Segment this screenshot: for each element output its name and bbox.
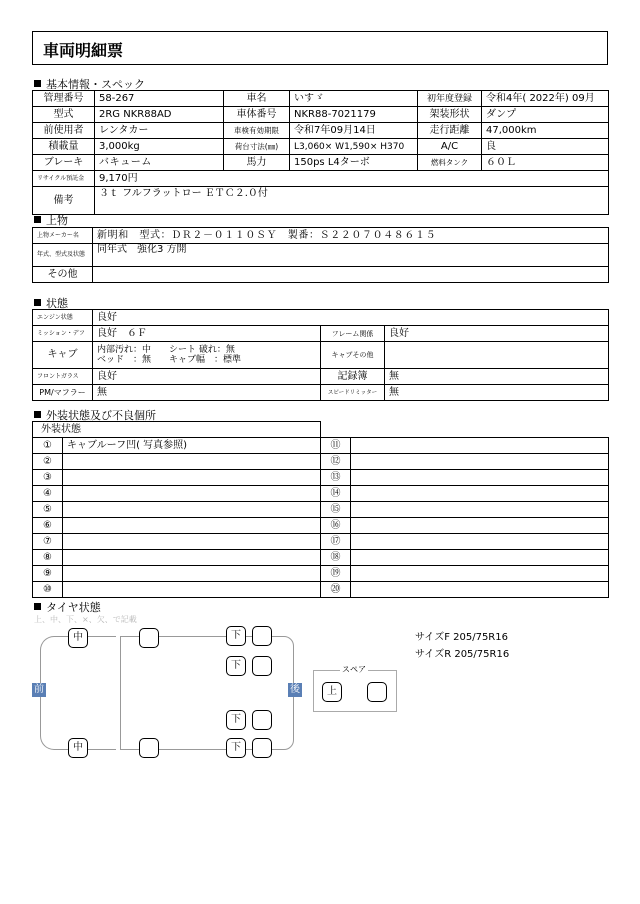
value-cell: いすゞ — [290, 91, 418, 107]
defect-number: ① — [33, 438, 63, 454]
defect-number: ⑩ — [33, 582, 63, 598]
blank-cell — [321, 422, 609, 438]
label-cell: キャブ — [33, 342, 93, 369]
tire-rear-outer-top — [139, 628, 159, 648]
defect-number: ② — [33, 454, 63, 470]
table-row — [33, 107, 609, 123]
exterior-rows — [33, 438, 609, 598]
cab-line-2: ベッド ：無 キャブ幅 ：標準 — [97, 355, 242, 365]
cab-outline — [40, 636, 116, 750]
value-cell: レンタカー — [95, 123, 224, 139]
table-row — [33, 244, 609, 267]
defect-number: ⑫ — [321, 454, 351, 470]
table-row — [33, 123, 609, 139]
tire-front-right: 中 — [68, 738, 88, 758]
label-cell: 積載量 — [33, 139, 95, 155]
spare-label: スペア — [342, 665, 366, 674]
value-cell: 同年式 強化3 方開 — [93, 244, 609, 267]
value-cell: 無 — [93, 385, 321, 401]
defect-text — [63, 550, 321, 566]
defect-text — [63, 502, 321, 518]
title-box — [32, 31, 608, 65]
table-row — [33, 534, 609, 550]
value-cell: バキューム — [95, 155, 224, 171]
label-cell: 初年度登録 — [418, 91, 482, 107]
label-cell: 上物メーカー名 — [33, 228, 93, 244]
square-bullet-icon — [34, 411, 41, 418]
defect-text — [63, 566, 321, 582]
label-cell: ミッション・デフ — [33, 326, 93, 342]
condition-table — [32, 309, 609, 401]
label-cell: 記録簿 — [321, 369, 385, 385]
value-cell: L3,060× W1,590× H370 — [290, 139, 418, 155]
page-title: 車両明細票 — [43, 41, 124, 60]
table-row — [33, 438, 609, 454]
defect-text — [351, 518, 609, 534]
value-cell: 良好 — [93, 310, 609, 326]
label-cell: 車名 — [224, 91, 290, 107]
tire-rear-right-2b — [252, 710, 272, 730]
label-cell: ブレーキ — [33, 155, 95, 171]
defect-number: ④ — [33, 486, 63, 502]
value-cell: 令和4年( 2022年) 09月 — [482, 91, 609, 107]
table-row — [33, 518, 609, 534]
label-cell: リサイクル預託金 — [33, 171, 95, 187]
value-cell: 良好 — [93, 369, 321, 385]
defect-number: ③ — [33, 470, 63, 486]
tire-front-left: 中 — [68, 628, 88, 648]
table-row — [33, 470, 609, 486]
label-cell: キャブその他 — [321, 342, 385, 369]
section-exterior-heading: 外装状態及び不良個所 — [34, 407, 156, 423]
label-cell: その他 — [33, 267, 93, 283]
basic-info-table — [32, 90, 609, 215]
defect-number: ⑰ — [321, 534, 351, 550]
exterior-table — [32, 421, 609, 598]
table-row — [33, 139, 609, 155]
label-cell: 燃料タンク — [418, 155, 482, 171]
value-cell: ６０Ｌ — [482, 155, 609, 171]
square-bullet-icon — [34, 299, 41, 306]
value-cell: 9,170円 — [95, 171, 609, 187]
label-cell: 車体番号 — [224, 107, 290, 123]
tire-rear-left-2a: 下 — [226, 656, 246, 676]
defect-text — [351, 438, 609, 454]
defect-text — [351, 470, 609, 486]
value-cell: NKR88-7021179 — [290, 107, 418, 123]
defect-text — [63, 454, 321, 470]
defect-text — [351, 550, 609, 566]
defect-text — [351, 454, 609, 470]
defect-number: ⑲ — [321, 566, 351, 582]
value-cell: 良好 ６Ｆ — [93, 326, 321, 342]
square-bullet-icon — [34, 216, 41, 223]
value-cell — [93, 342, 321, 369]
exterior-header: 外装状態 — [41, 423, 81, 435]
table-row — [33, 342, 609, 369]
table-row — [33, 171, 609, 187]
value-cell: 良 — [482, 139, 609, 155]
tire-rear-right-1a: 下 — [226, 738, 246, 758]
value-cell: 58-267 — [95, 91, 224, 107]
tire-spare-a: 上 — [322, 682, 342, 702]
section-body-heading: 上物 — [34, 212, 68, 228]
value-cell: 良好 — [385, 326, 609, 342]
square-bullet-icon — [34, 603, 41, 610]
label-cell: 管理番号 — [33, 91, 95, 107]
table-row — [33, 187, 609, 215]
value-cell: 3,000kg — [95, 139, 224, 155]
table-row — [33, 550, 609, 566]
value-cell: ３ｔ フルフラットロー ＥＴＣ２.０付 — [95, 187, 609, 215]
tire-hint: 上、中、下、×、欠、で記載 — [34, 615, 137, 624]
defect-number: ⑥ — [33, 518, 63, 534]
table-row — [33, 91, 609, 107]
value-cell: 令和7年09月14日 — [290, 123, 418, 139]
tire-spare-b — [367, 682, 387, 702]
table-row — [33, 566, 609, 582]
label-cell: 型式 — [33, 107, 95, 123]
defect-number: ⑦ — [33, 534, 63, 550]
body-info-table — [32, 227, 609, 283]
tire-rear-left-2b — [252, 656, 272, 676]
defect-number: ⑱ — [321, 550, 351, 566]
value-cell: 2RG NKR88AD — [95, 107, 224, 123]
table-row — [33, 454, 609, 470]
defect-text — [351, 502, 609, 518]
label-cell: A/C — [418, 139, 482, 155]
label-cell: 年式、型式及状態 — [33, 244, 93, 267]
rear-marker: 後 — [290, 684, 300, 695]
defect-text — [63, 486, 321, 502]
value-cell: 150ps L4ターボ — [290, 155, 418, 171]
tire-size-rear: サイズR 205/75R16 — [415, 649, 510, 660]
label-cell: 車検有効期限 — [224, 123, 290, 139]
tire-size-front: サイズF 205/75R16 — [415, 632, 508, 643]
value-cell: 47,000km — [482, 123, 609, 139]
defect-text — [63, 582, 321, 598]
defect-number: ⑯ — [321, 518, 351, 534]
table-row — [33, 326, 609, 342]
table-row — [33, 422, 609, 438]
exterior-header-cell — [33, 422, 321, 438]
tire-rear-right-2a: 下 — [226, 710, 246, 730]
table-row — [33, 369, 609, 385]
label-cell: 架装形状 — [418, 107, 482, 123]
front-marker: 前 — [34, 684, 44, 695]
label-cell: フレーム関係 — [321, 326, 385, 342]
defect-number: ⑤ — [33, 502, 63, 518]
table-row — [33, 385, 609, 401]
table-row — [33, 228, 609, 244]
defect-number: ⑮ — [321, 502, 351, 518]
label-cell: 荷台寸法(㎜) — [224, 139, 290, 155]
value-cell: 新明和 型式：ＤＲ２－０１１０ＳＹ 製番：Ｓ２２０７０４８６１５ — [93, 228, 609, 244]
defect-text — [63, 470, 321, 486]
defect-text: キャブルーフ凹( 写真参照) — [63, 438, 321, 454]
defect-number: ⑭ — [321, 486, 351, 502]
tire-rear-left-1b — [252, 626, 272, 646]
section-condition-heading: 状態 — [34, 295, 68, 311]
table-row — [33, 486, 609, 502]
defect-text — [63, 534, 321, 550]
table-row — [33, 502, 609, 518]
table-row — [33, 155, 609, 171]
label-cell: 走行距離 — [418, 123, 482, 139]
tire-rear-outer-bottom — [139, 738, 159, 758]
defect-text — [63, 518, 321, 534]
defect-number: ⑧ — [33, 550, 63, 566]
value-cell: ダンプ — [482, 107, 609, 123]
section-tires-heading: タイヤ状態 — [34, 599, 101, 615]
label-cell: スピードリミッター — [321, 385, 385, 401]
square-bullet-icon — [34, 80, 41, 87]
defect-number: ⑳ — [321, 582, 351, 598]
tire-rear-left-1a: 下 — [226, 626, 246, 646]
label-cell: エンジン状態 — [33, 310, 93, 326]
defect-number: ⑬ — [321, 470, 351, 486]
section-basic-heading: 基本情報・スペック — [34, 76, 145, 92]
table-row — [33, 582, 609, 598]
defect-text — [351, 582, 609, 598]
defect-text — [351, 486, 609, 502]
defect-text — [351, 566, 609, 582]
label-cell: フロントガラス — [33, 369, 93, 385]
value-cell — [385, 342, 609, 369]
defect-number: ⑪ — [321, 438, 351, 454]
tire-rear-right-1b — [252, 738, 272, 758]
label-cell: PM/マフラー — [33, 385, 93, 401]
value-cell: 無 — [385, 369, 609, 385]
defect-text — [351, 534, 609, 550]
table-row — [33, 267, 609, 283]
cab-line-1: 内部汚れ：中 シート 破れ：無 — [97, 345, 235, 355]
value-cell — [93, 267, 609, 283]
bed-outline — [120, 636, 294, 750]
table-row — [33, 310, 609, 326]
defect-number: ⑨ — [33, 566, 63, 582]
label-cell: 馬力 — [224, 155, 290, 171]
label-cell: 備考 — [33, 187, 95, 215]
value-cell: 無 — [385, 385, 609, 401]
label-cell: 前使用者 — [33, 123, 95, 139]
